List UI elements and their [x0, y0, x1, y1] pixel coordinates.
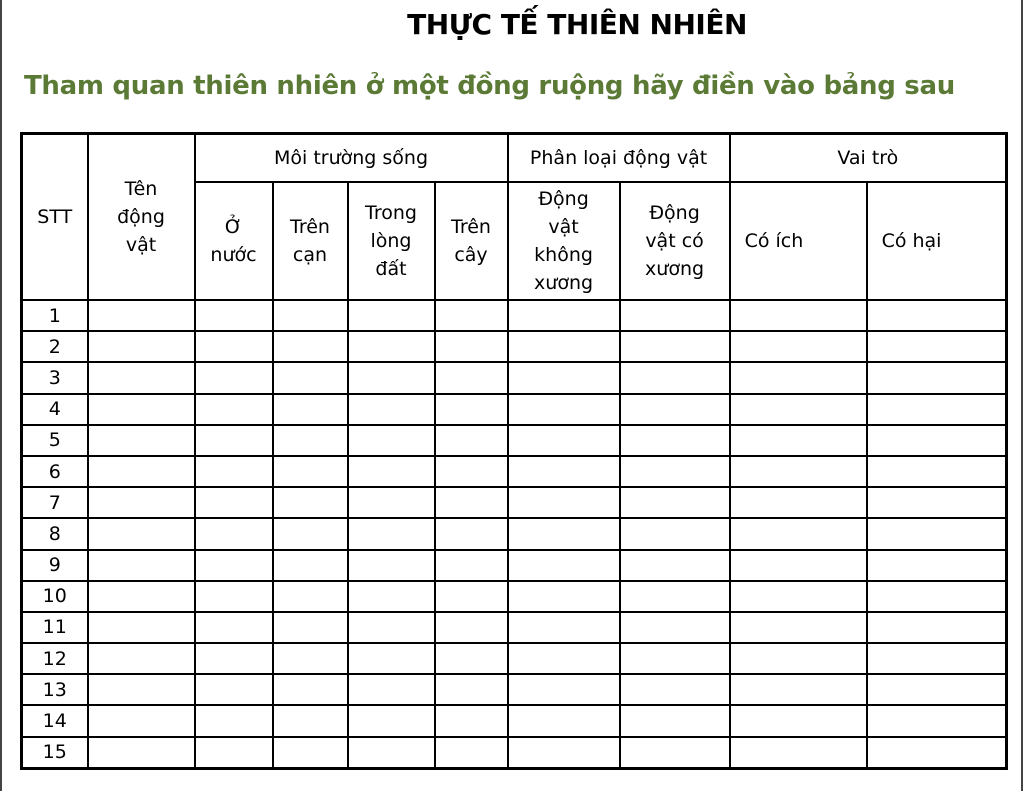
cell-tren-cay[interactable]	[435, 456, 508, 487]
cell-trong-long-dat[interactable]	[348, 456, 435, 487]
table-row	[22, 705, 1007, 736]
cell-khong-xuong[interactable]	[508, 737, 620, 769]
cell-khong-xuong[interactable]	[508, 331, 620, 362]
cell-co-ich[interactable]	[730, 550, 867, 581]
cell-o-nuoc[interactable]	[195, 705, 273, 736]
animal-survey-table	[20, 132, 1008, 770]
cell-ten-dong-vat[interactable]	[88, 300, 195, 331]
cell-trong-long-dat[interactable]	[348, 674, 435, 705]
cell-o-nuoc[interactable]	[195, 643, 273, 674]
cell-tren-cay[interactable]	[435, 612, 508, 643]
header-o-nuoc: Ở nước	[195, 182, 273, 300]
cell-co-hai[interactable]	[867, 362, 1007, 393]
row-number: 15	[22, 737, 88, 769]
table-row	[22, 425, 1007, 456]
cell-trong-long-dat[interactable]	[348, 612, 435, 643]
cell-co-ich[interactable]	[730, 394, 867, 425]
cell-co-xuong[interactable]	[620, 362, 730, 393]
cell-khong-xuong[interactable]	[508, 674, 620, 705]
cell-o-nuoc[interactable]	[195, 425, 273, 456]
cell-co-ich[interactable]	[730, 581, 867, 612]
cell-khong-xuong[interactable]	[508, 643, 620, 674]
header-trong-long-dat: Trong lòng đất	[348, 182, 435, 300]
row-number: 1	[22, 300, 88, 331]
cell-trong-long-dat[interactable]	[348, 487, 435, 518]
cell-tren-cay[interactable]	[435, 705, 508, 736]
cell-o-nuoc[interactable]	[195, 487, 273, 518]
cell-co-xuong[interactable]	[620, 643, 730, 674]
table-row	[22, 518, 1007, 549]
table-row	[22, 300, 1007, 331]
cell-ten-dong-vat[interactable]	[88, 487, 195, 518]
cell-co-hai[interactable]	[867, 737, 1007, 769]
cell-ten-dong-vat[interactable]	[88, 518, 195, 549]
cell-ten-dong-vat[interactable]	[88, 550, 195, 581]
header-stt: STT	[22, 134, 88, 301]
cell-trong-long-dat[interactable]	[348, 362, 435, 393]
cell-tren-can[interactable]	[273, 362, 348, 393]
cell-co-ich[interactable]	[730, 518, 867, 549]
cell-tren-cay[interactable]	[435, 425, 508, 456]
table-row	[22, 737, 1007, 769]
cell-co-hai[interactable]	[867, 581, 1007, 612]
cell-trong-long-dat[interactable]	[348, 394, 435, 425]
cell-co-hai[interactable]	[867, 456, 1007, 487]
header-moi-truong-song: Môi trường sống	[195, 134, 508, 183]
row-number: 2	[22, 331, 88, 362]
cell-ten-dong-vat[interactable]	[88, 362, 195, 393]
cell-o-nuoc[interactable]	[195, 737, 273, 769]
cell-khong-xuong[interactable]	[508, 300, 620, 331]
cell-co-hai[interactable]	[867, 643, 1007, 674]
instruction-text: Tham quan thiên nhiên ở một đồng ruộng hãy điền vào bảng sau	[24, 71, 955, 101]
cell-ten-dong-vat[interactable]	[88, 737, 195, 769]
table-row	[22, 362, 1007, 393]
cell-tren-cay[interactable]	[435, 331, 508, 362]
cell-co-hai[interactable]	[867, 518, 1007, 549]
cell-tren-can[interactable]	[273, 550, 348, 581]
table-row	[22, 331, 1007, 362]
header-phan-loai-dong-vat: Phân loại động vật	[508, 134, 730, 183]
cell-co-ich[interactable]	[730, 300, 867, 331]
cell-khong-xuong[interactable]	[508, 518, 620, 549]
cell-co-xuong[interactable]	[620, 737, 730, 769]
cell-co-ich[interactable]	[730, 674, 867, 705]
cell-ten-dong-vat[interactable]	[88, 331, 195, 362]
cell-tren-cay[interactable]	[435, 674, 508, 705]
cell-tren-can[interactable]	[273, 300, 348, 331]
row-number: 8	[22, 518, 88, 549]
cell-tren-cay[interactable]	[435, 300, 508, 331]
cell-tren-cay[interactable]	[435, 518, 508, 549]
cell-tren-can[interactable]	[273, 487, 348, 518]
cell-trong-long-dat[interactable]	[348, 425, 435, 456]
cell-ten-dong-vat[interactable]	[88, 581, 195, 612]
cell-co-hai[interactable]	[867, 550, 1007, 581]
header-tren-can: Trên cạn	[273, 182, 348, 300]
row-number: 7	[22, 487, 88, 518]
cell-tren-can[interactable]	[273, 643, 348, 674]
cell-co-xuong[interactable]	[620, 425, 730, 456]
cell-trong-long-dat[interactable]	[348, 643, 435, 674]
cell-co-xuong[interactable]	[620, 300, 730, 331]
cell-ten-dong-vat[interactable]	[88, 612, 195, 643]
cell-co-ich[interactable]	[730, 737, 867, 769]
cell-co-ich[interactable]	[730, 487, 867, 518]
cell-tren-cay[interactable]	[435, 362, 508, 393]
cell-co-hai[interactable]	[867, 300, 1007, 331]
cell-o-nuoc[interactable]	[195, 581, 273, 612]
cell-khong-xuong[interactable]	[508, 487, 620, 518]
cell-o-nuoc[interactable]	[195, 550, 273, 581]
cell-tren-can[interactable]	[273, 737, 348, 769]
header-co-ich: Có ích	[730, 182, 867, 300]
cell-co-hai[interactable]	[867, 425, 1007, 456]
cell-o-nuoc[interactable]	[195, 674, 273, 705]
page-title: THỰC TẾ THIÊN NHIÊN	[407, 8, 747, 41]
cell-co-ich[interactable]	[730, 331, 867, 362]
cell-khong-xuong[interactable]	[508, 362, 620, 393]
cell-khong-xuong[interactable]	[508, 425, 620, 456]
cell-khong-xuong[interactable]	[508, 705, 620, 736]
header-khong-xuong: Động vật không xương	[508, 182, 620, 300]
cell-co-ich[interactable]	[730, 705, 867, 736]
cell-o-nuoc[interactable]	[195, 300, 273, 331]
row-number: 3	[22, 362, 88, 393]
cell-trong-long-dat[interactable]	[348, 737, 435, 769]
cell-ten-dong-vat[interactable]	[88, 394, 195, 425]
table-row	[22, 674, 1007, 705]
table-row	[22, 550, 1007, 581]
cell-co-ich[interactable]	[730, 612, 867, 643]
cell-co-hai[interactable]	[867, 674, 1007, 705]
row-number: 5	[22, 425, 88, 456]
row-number: 10	[22, 581, 88, 612]
header-tren-cay: Trên cây	[435, 182, 508, 300]
cell-co-xuong[interactable]	[620, 550, 730, 581]
cell-tren-can[interactable]	[273, 581, 348, 612]
cell-tren-can[interactable]	[273, 612, 348, 643]
cell-o-nuoc[interactable]	[195, 394, 273, 425]
page-border-left	[0, 0, 2, 791]
cell-tren-can[interactable]	[273, 705, 348, 736]
cell-ten-dong-vat[interactable]	[88, 705, 195, 736]
header-co-xuong: Động vật có xương	[620, 182, 730, 300]
cell-trong-long-dat[interactable]	[348, 331, 435, 362]
row-number: 14	[22, 705, 88, 736]
cell-co-hai[interactable]	[867, 612, 1007, 643]
cell-o-nuoc[interactable]	[195, 518, 273, 549]
row-number: 9	[22, 550, 88, 581]
cell-tren-can[interactable]	[273, 331, 348, 362]
cell-tren-cay[interactable]	[435, 581, 508, 612]
cell-khong-xuong[interactable]	[508, 581, 620, 612]
header-co-hai: Có hại	[867, 182, 1007, 300]
cell-ten-dong-vat[interactable]	[88, 425, 195, 456]
cell-co-ich[interactable]	[730, 425, 867, 456]
cell-tren-cay[interactable]	[435, 487, 508, 518]
cell-co-xuong[interactable]	[620, 331, 730, 362]
cell-khong-xuong[interactable]	[508, 456, 620, 487]
cell-co-xuong[interactable]	[620, 518, 730, 549]
row-number: 6	[22, 456, 88, 487]
cell-o-nuoc[interactable]	[195, 362, 273, 393]
cell-tren-can[interactable]	[273, 674, 348, 705]
table-row	[22, 612, 1007, 643]
cell-trong-long-dat[interactable]	[348, 705, 435, 736]
row-number: 12	[22, 643, 88, 674]
cell-co-ich[interactable]	[730, 643, 867, 674]
cell-trong-long-dat[interactable]	[348, 300, 435, 331]
cell-o-nuoc[interactable]	[195, 331, 273, 362]
row-number: 4	[22, 394, 88, 425]
cell-o-nuoc[interactable]	[195, 456, 273, 487]
table-row	[22, 581, 1007, 612]
row-number: 11	[22, 612, 88, 643]
cell-trong-long-dat[interactable]	[348, 581, 435, 612]
cell-tren-cay[interactable]	[435, 643, 508, 674]
cell-tren-can[interactable]	[273, 518, 348, 549]
table-row	[22, 643, 1007, 674]
cell-khong-xuong[interactable]	[508, 394, 620, 425]
cell-co-xuong[interactable]	[620, 581, 730, 612]
cell-co-hai[interactable]	[867, 331, 1007, 362]
cell-co-xuong[interactable]	[620, 487, 730, 518]
cell-co-ich[interactable]	[730, 362, 867, 393]
cell-co-hai[interactable]	[867, 705, 1007, 736]
cell-co-xuong[interactable]	[620, 674, 730, 705]
cell-trong-long-dat[interactable]	[348, 550, 435, 581]
header-row-1	[22, 134, 1007, 183]
header-vai-tro: Vai trò	[730, 134, 1007, 183]
cell-co-hai[interactable]	[867, 394, 1007, 425]
cell-co-ich[interactable]	[730, 456, 867, 487]
table-row	[22, 394, 1007, 425]
cell-tren-cay[interactable]	[435, 394, 508, 425]
cell-co-xuong[interactable]	[620, 612, 730, 643]
cell-khong-xuong[interactable]	[508, 612, 620, 643]
cell-tren-can[interactable]	[273, 456, 348, 487]
cell-ten-dong-vat[interactable]	[88, 674, 195, 705]
cell-co-xuong[interactable]	[620, 456, 730, 487]
cell-tren-cay[interactable]	[435, 737, 508, 769]
row-number: 13	[22, 674, 88, 705]
header-ten-dong-vat: Tên động vật	[88, 134, 195, 301]
page-border-right	[1021, 0, 1023, 791]
table-row	[22, 456, 1007, 487]
cell-co-hai[interactable]	[867, 487, 1007, 518]
cell-ten-dong-vat[interactable]	[88, 456, 195, 487]
cell-tren-cay[interactable]	[435, 550, 508, 581]
cell-co-xuong[interactable]	[620, 394, 730, 425]
cell-tren-can[interactable]	[273, 394, 348, 425]
cell-o-nuoc[interactable]	[195, 612, 273, 643]
cell-trong-long-dat[interactable]	[348, 518, 435, 549]
cell-tren-can[interactable]	[273, 425, 348, 456]
cell-khong-xuong[interactable]	[508, 550, 620, 581]
cell-ten-dong-vat[interactable]	[88, 643, 195, 674]
table-body	[22, 300, 1007, 768]
table-row	[22, 487, 1007, 518]
cell-co-xuong[interactable]	[620, 705, 730, 736]
